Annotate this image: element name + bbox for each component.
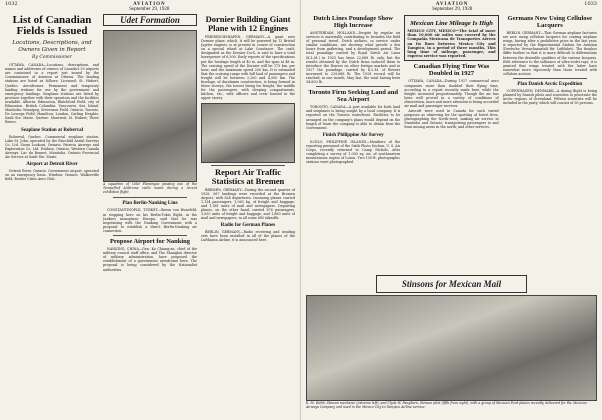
photo-caption: E. M. Webb, Stinson mechanic (extreme left), and Clyde W. Pangborn, Stinson pilot (fifth from right), with a group of Mexican Ford planes recently delivered for the Mexican Airways Company and used in the Mexico City to Tampico Airline service. (306, 401, 587, 410)
journal-title: AVIATION (435, 2, 469, 7)
article-headline: List of Canadian Fields is Issued (12, 14, 92, 37)
left-column-3 (201, 13, 295, 417)
article-headline: Propose Airport for Nanking (109, 238, 191, 246)
section-subhead: Airport at Detroit River (26, 162, 78, 168)
photo-banner: Stinsons for Mexican Mail (376, 275, 527, 293)
article-headline: Dutch Lines Poundage Show High Increase (313, 15, 393, 29)
section-subhead: Seaplane Station at Roberval (20, 127, 84, 133)
issue-date: September 29, 1928 (432, 7, 473, 12)
article-body: Aircraft were used in Canada for such varied purposes as observing for the spotting of forest fires, photographing the North-west; making air service in Manitoba and Ontario; transporting passengers to and from mining areas in the north; and other services. (404, 109, 499, 130)
divider (113, 235, 187, 236)
divider (513, 78, 587, 79)
stinsons-photo (306, 295, 597, 401)
box-headline: Mexican Line Mileage Is High (410, 20, 493, 27)
section-subhead: Radio for German Planes (220, 223, 276, 229)
article-headline: Toronto Firm Seeking Land and Sea Airport (308, 89, 398, 104)
section-subhead: Finish Philippine Air Survey (322, 132, 384, 138)
article-body: NANKING, CHINA—Gen. Ko Chiang-an, chief of the military council staff office, and The Shanghai director of military administration, have proposed the establishment of a government aerodrome here. The proposal is being considered by the Nationalist authorities. (103, 247, 197, 272)
divider (113, 197, 187, 198)
photo-banner: Udet Formation (103, 14, 197, 26)
right-page (301, 0, 602, 420)
article-byline: By Commissioner (32, 55, 72, 60)
box-body: MEXICO CITY, MEXICO—The total of more than 10,000 air miles was covered by the Compañía Mexicana de Transportes Aéreos on its lines between Mexico City and Tampico, in a period of three months. This long time of mileage, passenger, and express service was reported. (407, 29, 496, 59)
right-column-1 (306, 13, 400, 273)
article-subhead: Locations, Descriptions, and Owners Given in Report (12, 40, 92, 53)
article-headline: Germans Now Using Cellulose Lacquers (507, 15, 592, 29)
section-subhead: Plan Berlin-Nanking Line (122, 201, 178, 207)
dornier-photo (201, 103, 295, 163)
article-headline: Report Air Traffic Statistics at Bremen (211, 166, 285, 186)
article-body: OTTAWA, CANADA—During 1927 commercial aero companies more than doubled their flying time, according to a report recently made here, while the freight increased proportionately. Though the air has been well proved in a variety of conditions of observation, more and more attention is being accorded air mail and passenger services. (404, 79, 499, 108)
article-headline: Dornier Building Giant Plane with 12 Engines (205, 14, 291, 33)
article-body: COPENHAGEN, DENMARK—A daring flight is being planned by Danish pilots and scientists to penetrate the Arctic regions of Greenland. Fifteen scientists will be included in the party, which will consist of 30 persons. (502, 89, 597, 106)
article-body: Roberval, Quebec. Commercial seaplane station, Lake St. John, operated by the Fairchild Aerial Surveys Co. Ltd. Sioux Lookout, Ontario. Patricia Airways and Exploration Co. Ltd. Hudson, Ontario, Western Canada Airways. Lac du Bonnet, Manitoba. Ontario Provincial Air Service at Sault Ste. Marie. (5, 134, 99, 159)
article-body: BERLIN, GERMANY—That German airplane factories are now using cellulose lacquers for coating airplane wings, having after a prohibitive price in the last year, is reported by the Experimental Station for Aviation (Deutsche Versuchsanstalt für Luftfahrt). The finishes differ further in that it is more difficult to differentiate between the desirable qualities of the various lacquers. With reference to the influence of ultra-violet rays, it is granted that wings treated with the latter have somewhat more vigorously than those treated with cellulose acetate. (502, 31, 597, 76)
left-column-1 (5, 13, 99, 417)
right-column-2 (404, 13, 498, 273)
formation-photo (103, 30, 197, 182)
article-body: BREMEN, GERMANY—During the second quarter of 1928, 567 landings were recorded at the Bremen Airport, with 624 departures. Incoming planes carried 1,134 passengers, 1,063 kg. of freight and baggage, and 1,561 units of mail and newspapers. Departing planes, on the other hand, carried 876 passengers, 3,055 units of freight and baggage, and 1,880 units of mail and newspapers, in all some 685 takeoffs. (201, 187, 295, 221)
article-body: CONSTANTINOPLE, TURKEY—Baron von Hunefeld, in stopping here on his Berlin-Tokio flight, in the Junkers monoplane Europa, said that he was negotiating with the Nanking Government with a proposal to establish a direct Berlin-Nanking air connection. (103, 208, 197, 233)
article-body: Detroit River, Ontario. Government airport, operated on an emergency basis. Windsor, Ontario. Walkerville field, Border Cities Aero Club. (5, 169, 99, 182)
article-body: FRIEDRICHSHAFEN, GERMANY—A giant new Dornier plane, which, it will be powered by 12 Bristol Jupiter engines, is at present in course of construction on a special wharf at Lake Constance. The craft, designated as the Dornier Do-X, is said to have a total horsepower of 6,300. Early reports of the specifications put the fuselage length at 40 m. and the span at 48 m. The cruising speed of the Dornier will be 175 km. per hour, and the maximum speed 200 km. It is estimated that the cruising range with full load of passengers and freight will be between 2,200 and 4,500 km. The fuselage, of duralumin construction, is being formed in three storeys, the lowest being for freight, the middle for the passengers, with sleeping compartments, kitchen, etc., with officers and crew housed in the upper storey. (201, 35, 295, 101)
page-number: 1033 (584, 1, 597, 7)
left-column-2 (103, 13, 197, 417)
article-body: OTTAWA, CANADA—Locations, descriptions, and names and addresses of owners of Canada's 39 airports are contained in a report just issued by the Commissioner of Aviation at Ottawa. The landing stations are listed as follows: Licensed: St. Hubert, Quebec. Aerodromes. Permanent and temporary landing stations for use by the government and emergency landings. Seaplane stations are listed by province together with their operators and the facilities available. Alberta: Edmonton, Blatchford Field, city of Edmonton. British Columbia: Vancouver, Sea Island. Manitoba: Winnipeg, Stevenson Field. Ontario: Toronto, De Lesseps Field; Hamilton; London, Carling Heights; Sault Ste. Marie. Quebec: Montreal, St. Hubert; Three Rivers. (5, 63, 99, 125)
right-page-header (306, 2, 597, 13)
article-body: BERLIN, GERMANY—Radio receiving and sending sets have been installed in all of the planes of the Lufthansa Airline, it is announced here. (201, 230, 295, 243)
article-body: ILOILO, PHILIPPINE ISLANDS—Members of the reporting personnel of the Sixth Photo Section, U. S. Air Corps, recently returned to Camp Nichols, after completing a survey of 1,000 sq. mi. of southeastern mountainous region of Luzon. Two 150-ft. photographic stations were photographed. (306, 139, 401, 165)
article-headline: Canadian Flying Time Was Doubled in 1927 (413, 63, 490, 78)
page-number: 1032 (5, 1, 18, 7)
divider (211, 165, 285, 166)
right-column-3 (503, 13, 597, 273)
issue-date: September 29, 1928 (129, 7, 170, 12)
photo-caption: A squadron of Udet Flamingos passing one of the Tempelhof Airdrome radio masts during a recent exhibition flight (103, 182, 197, 194)
article-body: TORONTO, CANADA—A port available for both land and seaplanes is being sought by a local company. It is reported on the Toronto waterfront. Facilities to be arranged on the company's plans would depend on the length of lease the company is able to obtain from the Government. (306, 105, 401, 130)
article-body: AMSTERDAM, HOLLAND—Despite by regular air services is materially contributing to broaden the field of personal travel. Dutch airlines, in service under similar conditions, are showing what growth a few hours from gathering, and a development period. The total poundage carried by Royal Dutch Air Lines (K.L.M.) in 1925 has been 22,688 lb. only, but the results obtained by the Dutch firms induced them to introduce the flowers on other foreign markets and in 1927 the poundage, carried by K.L.M. of flowers increased to 229,688 lb. The 1928 record will be reached, in one month, May last, the total having been 54,600 lb. (306, 31, 401, 85)
left-page-header (5, 2, 295, 13)
stinsons-feature (306, 273, 597, 413)
mexican-line-box (404, 15, 498, 61)
journal-title: AVIATION (133, 2, 166, 7)
article-headline: Plan Danish Arctic Expedition (517, 82, 583, 88)
divider (316, 86, 390, 87)
